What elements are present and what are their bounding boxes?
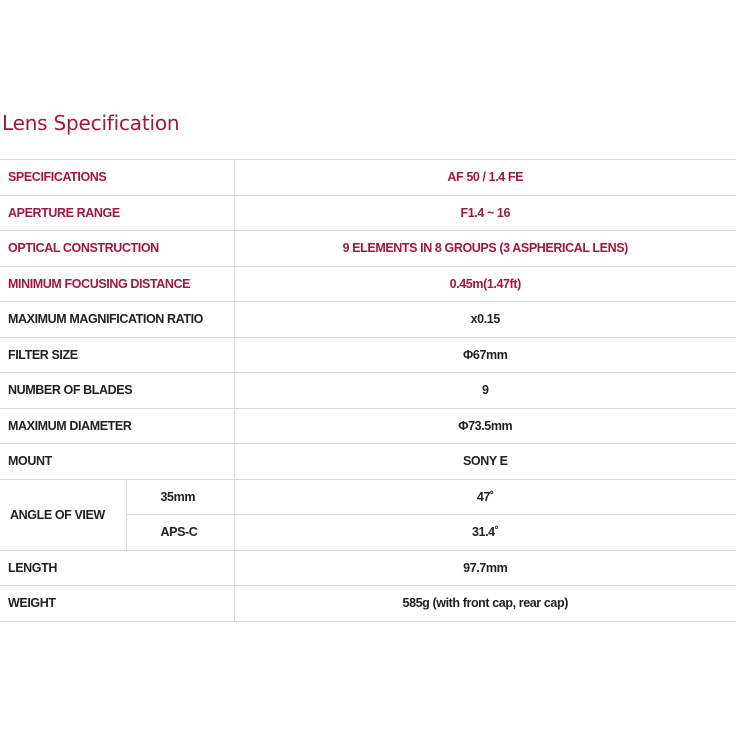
- table-row: [0, 408, 736, 444]
- row-sublabel: 35mm: [126, 479, 234, 515]
- row-value: 585g (with front cap, rear cap): [234, 586, 736, 622]
- row-label: FILTER SIZE: [0, 337, 234, 373]
- table-row: [0, 160, 736, 196]
- row-value: 47˚: [234, 479, 736, 515]
- row-value: F1.4 ~ 16: [234, 195, 736, 231]
- row-value: 9 ELEMENTS IN 8 GROUPS (3 ASPHERICAL LENS): [234, 231, 736, 267]
- table-row: [0, 302, 736, 338]
- spec-table: [0, 159, 736, 622]
- row-value: 31.4˚: [234, 515, 736, 551]
- row-value: x0.15: [234, 302, 736, 338]
- table-row: [0, 373, 736, 409]
- table-row: [0, 444, 736, 480]
- row-value: SONY E: [234, 444, 736, 480]
- row-label: MAXIMUM DIAMETER: [0, 408, 234, 444]
- row-value: Φ67mm: [234, 337, 736, 373]
- row-value: Φ73.5mm: [234, 408, 736, 444]
- table-row: [0, 231, 736, 267]
- table-row: [0, 586, 736, 622]
- row-label: LENGTH: [0, 550, 234, 586]
- row-label: MAXIMUM MAGNIFICATION RATIO: [0, 302, 234, 338]
- row-label: MOUNT: [0, 444, 234, 480]
- row-label: OPTICAL CONSTRUCTION: [0, 231, 234, 267]
- table-row-angle-35mm: [0, 479, 736, 515]
- angle-of-view-label: ANGLE OF VIEW: [0, 479, 126, 550]
- row-label: WEIGHT: [0, 586, 234, 622]
- table-row: [0, 195, 736, 231]
- table-row: [0, 550, 736, 586]
- row-label: SPECIFICATIONS: [0, 160, 234, 196]
- row-label: APERTURE RANGE: [0, 195, 234, 231]
- page-title: Lens Specification: [2, 111, 180, 135]
- table-row: [0, 337, 736, 373]
- row-label: MINIMUM FOCUSING DISTANCE: [0, 266, 234, 302]
- table-row: [0, 266, 736, 302]
- row-value: AF 50 / 1.4 FE: [234, 160, 736, 196]
- row-label: NUMBER OF BLADES: [0, 373, 234, 409]
- row-value: 0.45m(1.47ft): [234, 266, 736, 302]
- row-sublabel: APS-C: [126, 515, 234, 551]
- row-value: 97.7mm: [234, 550, 736, 586]
- row-value: 9: [234, 373, 736, 409]
